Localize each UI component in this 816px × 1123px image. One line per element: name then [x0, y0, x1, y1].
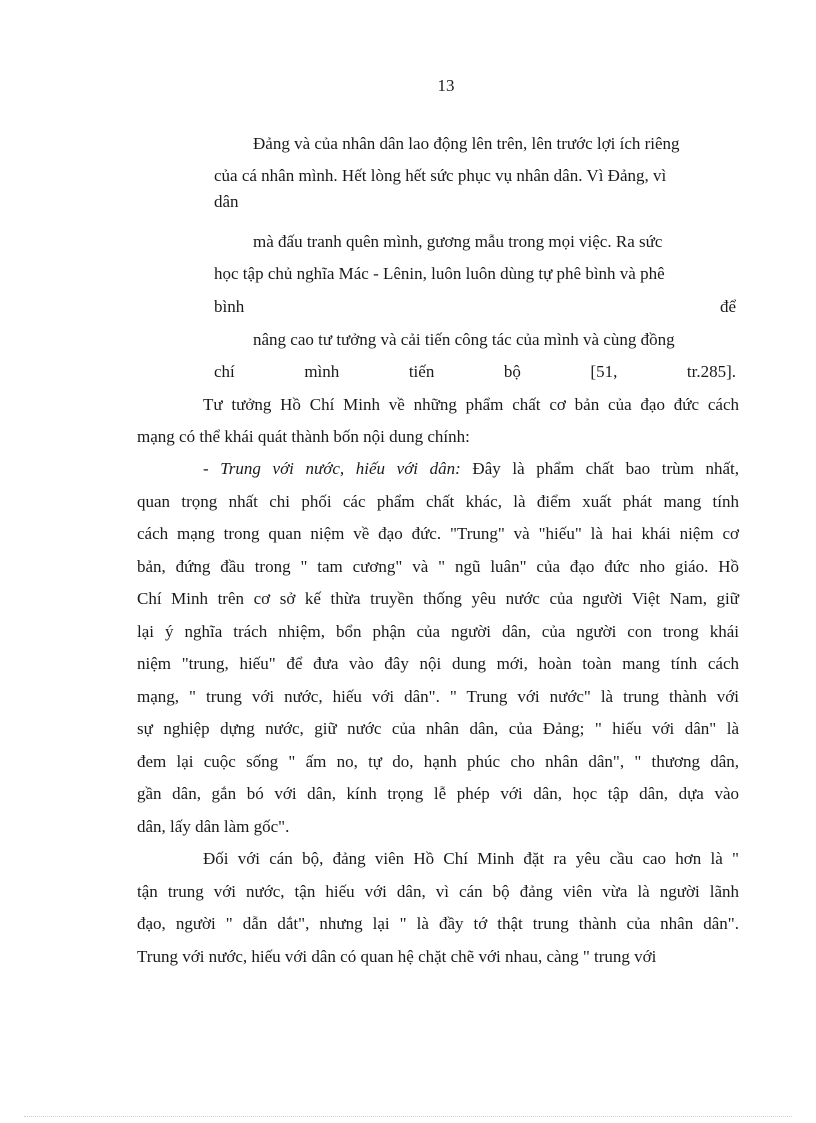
page-bottom-rule [24, 1116, 792, 1117]
quote-word: mình [304, 362, 340, 381]
quote-line: dân [214, 192, 239, 211]
paragraph-line: đem lại cuộc sống " ấm no, tự do, hạnh phúc cho nhân dân", " thương dân, [137, 752, 739, 771]
quote-line: học tập chủ nghĩa Mác - Lênin, luôn luôn dùng tự phê bình và phê [214, 264, 665, 283]
paragraph-line: cách mạng trong quan niệm về đạo đức. "Trung" và "hiếu" là hai khái niệm cơ [137, 524, 739, 543]
item-heading: - Trung với nước, hiếu với dân: [203, 459, 461, 478]
quote-line [214, 361, 736, 383]
paragraph-line: bản, đứng đầu trong " tam cương" và " ngũ luân" của đạo đức nho giáo. Hồ [137, 557, 739, 576]
quote-word: tr.285]. [686, 362, 736, 381]
paragraph-line: đạo, người " dẫn dắt", nhưng lại " là đầy tớ thật trung thành của nhân dân". [137, 914, 739, 933]
paragraph-line: Trung với nước, hiếu với dân có quan hệ chặt chẽ với nhau, càng " trung với [137, 947, 657, 966]
paragraph-line: gần dân, gắn bó với dân, kính trọng lễ phép với dân, học tập dân, dựa vào [137, 784, 739, 803]
page-number: 13 [437, 76, 455, 95]
paragraph-line: quan trọng nhất chi phối các phẩm chất khác, là điểm xuất phát mang tính [137, 492, 739, 511]
paragraph-line: mạng, " trung với nước, hiếu với dân". " Trung với nước" là trung thành với [137, 687, 739, 706]
quote-line [214, 296, 736, 318]
quote-word: tiến [408, 362, 435, 381]
paragraph-line: mạng có thể khái quát thành bốn nội dung chính: [137, 427, 470, 446]
quote-word: [51, [590, 362, 618, 381]
paragraph-line: Tư tưởng Hồ Chí Minh về những phẩm chất cơ bản của đạo đức cách [203, 395, 739, 414]
paragraph-line: niệm "trung, hiếu" để đưa vào đây nội dung mới, hoàn toàn mang tính cách [137, 654, 739, 673]
quote-line: của cá nhân mình. Hết lòng hết sức phục vụ nhân dân. Vì Đảng, vì [214, 166, 667, 185]
quote-word: bình [214, 297, 245, 316]
quote-line: nâng cao tư tưởng và cải tiến công tác của mình và cùng đồng [253, 330, 675, 349]
paragraph-line: sự nghiệp dựng nước, giữ nước của nhân dân, của Đảng; " hiếu với dân" là [137, 719, 739, 738]
quote-word: để [719, 297, 736, 316]
quote-line: mà đấu tranh quên mình, gương mẫu trong mọi việc. Ra sức [253, 232, 663, 251]
paragraph-line: lại ý nghĩa trách nhiệm, bổn phận của người dân, của người con trong khái [137, 622, 739, 641]
quote-word: chí [214, 362, 235, 381]
item-text: Đây là phẩm chất bao trùm nhất, [460, 459, 739, 478]
paragraph-line: tận trung với nước, tận hiếu với dân, vì cán bộ đảng viên vừa là người lãnh [137, 882, 739, 901]
quote-word: bộ [503, 362, 521, 381]
paragraph-line: dân, lấy dân làm gốc". [137, 817, 290, 836]
paragraph-line: Đối với cán bộ, đảng viên Hồ Chí Minh đặt ra yêu cầu cao hơn là " [203, 849, 739, 868]
quote-line: Đảng và của nhân dân lao động lên trên, lên trước lợi ích riêng [253, 134, 680, 153]
paragraph-line [203, 458, 739, 480]
paragraph-line: Chí Minh trên cơ sở kế thừa truyền thống yêu nước của người Việt Nam, giữ [137, 589, 739, 608]
